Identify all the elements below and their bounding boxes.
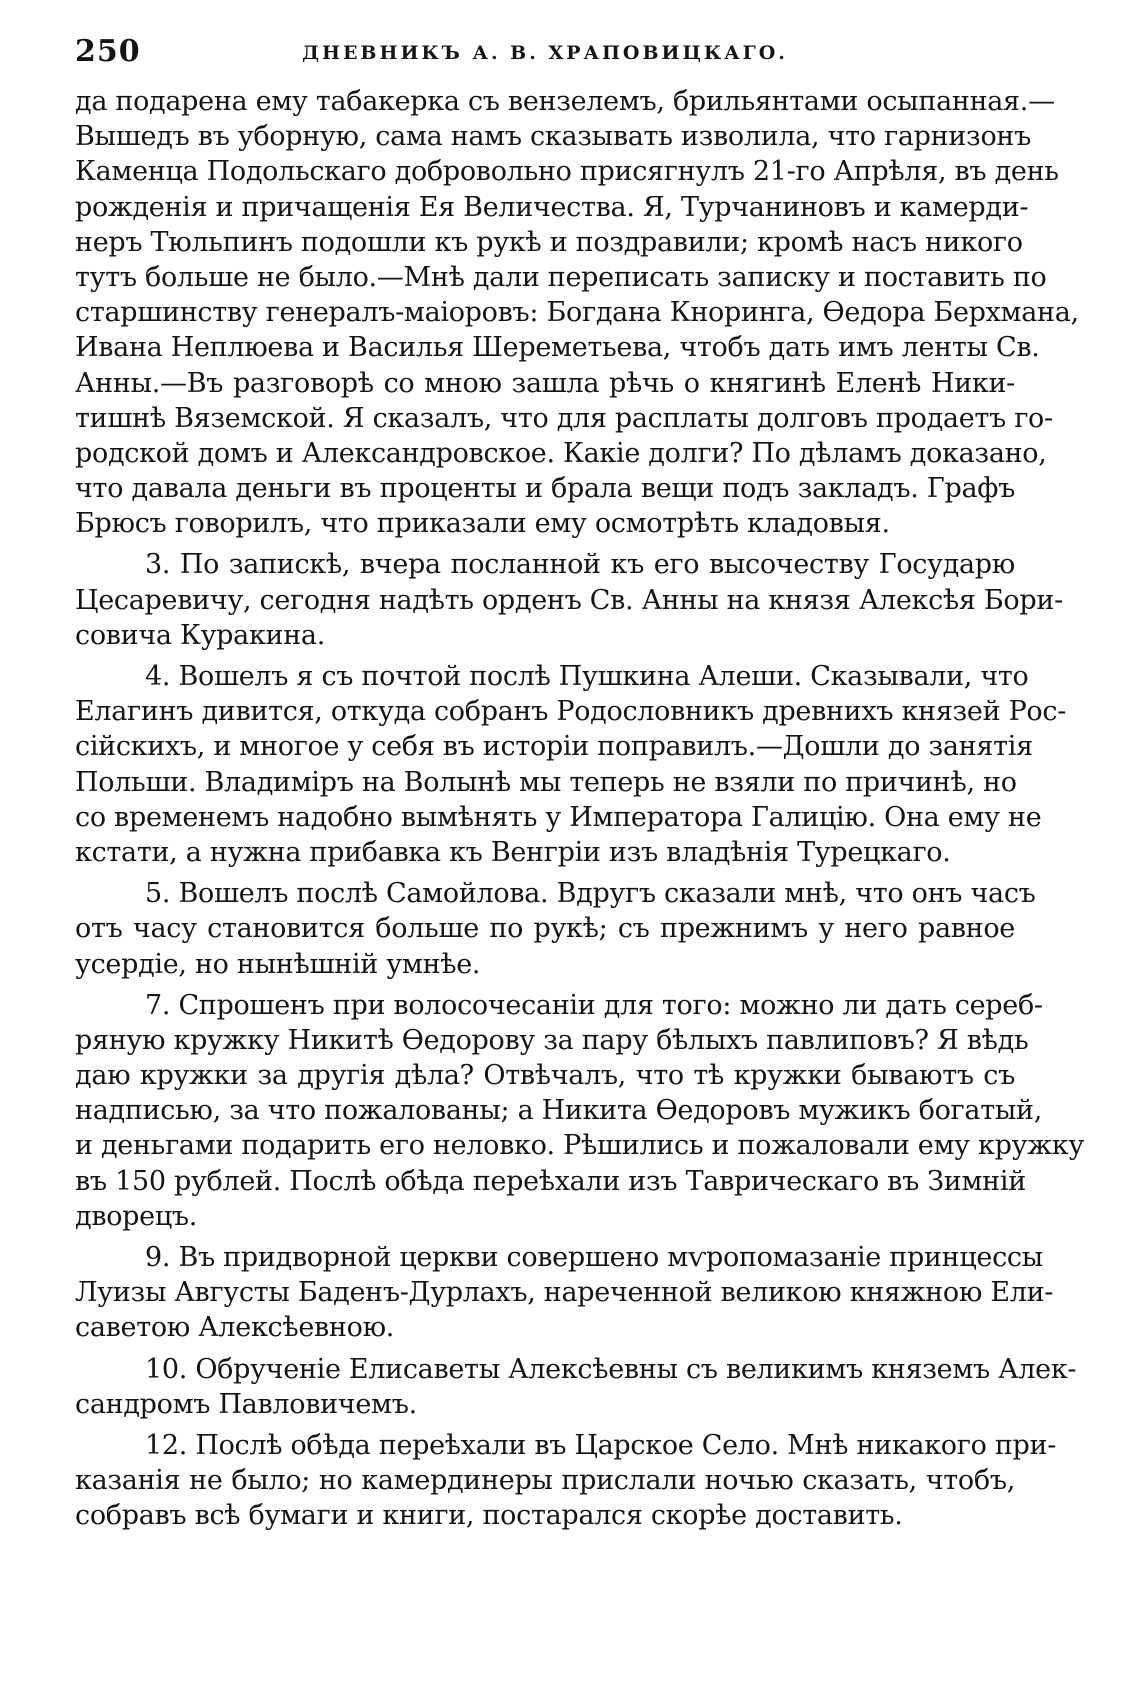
text-line: старшинству генералъ-маіоровъ: Богдана Кноринга, Ѳедора Берхмана, (75, 297, 1079, 329)
text-line: саветою Алексѣевною. (75, 1312, 395, 1344)
text-line: Ивана Неплюева и Василья Шереметьева, чтобъ дать имъ ленты Св. (75, 332, 1040, 364)
text-line: усердіе, но нынѣшній умнѣе. (75, 948, 481, 980)
text-line: Вышедъ въ уборную, сама намъ сказывать изволила, что гарнизонъ (75, 121, 1032, 153)
text-line: Брюсъ говорилъ, что приказали ему осмотрѣть кладовыя. (75, 508, 890, 540)
text-line: 4. Вошелъ я съ почтой послѣ Пушкина Алеши. Сказывали, что (145, 661, 1029, 692)
text-line: родской домъ и Александровское. Какіе долги? По дѣламъ доказано, (75, 437, 1047, 469)
text-line: казанія не было; но камердинеры прислали ночью сказать, чтобъ, (75, 1465, 1015, 1497)
text-line: что давала деньги въ проценты и брала вещи подъ закладъ. Графъ (75, 473, 1015, 505)
text-line: дворецъ. (75, 1200, 198, 1232)
text-line: совича Куракина. (75, 619, 326, 651)
text-line: надписью, за что пожалованы; а Никита Ѳедоровъ мужикъ богатый, (75, 1095, 1043, 1127)
paragraph (75, 1240, 1054, 1346)
text-line: тишнѣ Вяземской. Я сказалъ, что для расплаты долговъ продаетъ го- (75, 402, 1053, 434)
text-line: даю кружки за другія дѣла? Отвѣчалъ, что тѣ кружки бываютъ съ (75, 1060, 1015, 1092)
page-body (75, 84, 1084, 1534)
text-line: сандромъ Павловичемъ. (75, 1388, 417, 1420)
running-title: ДНЕВНИКЪ А. В. ХРАПОВИЦКАГО. (302, 42, 788, 64)
paragraph (75, 876, 1036, 982)
paragraph (75, 1428, 1057, 1534)
text-line: въ 150 рублей. Послѣ обѣда переѣхали изъ Таврическаго въ Зимній (75, 1165, 1026, 1197)
text-line: Луизы Августы Баденъ-Дурлахъ, нареченной великою княжною Ели- (75, 1277, 1054, 1309)
paragraph (75, 547, 1063, 653)
text-line: и деньгами подарить его неловко. Рѣшились и пожаловали ему кружку (75, 1130, 1084, 1162)
text-line: да подарена ему табакерка съ вензелемъ, брильянтами осыпанная.— (75, 86, 1055, 117)
text-line: ряную кружку Никитѣ Ѳедорову за пару бѣлыхъ павлиповъ? Я вѣдь (75, 1024, 1029, 1056)
text-line: Анны.—Въ разговорѣ со мною зашла рѣчь о княгинѣ Еленѣ Ники- (75, 367, 1015, 399)
text-line: Елагинъ дивится, откуда собранъ Родословникъ древнихъ князей Рос- (75, 696, 1067, 728)
text-line: рожденія и причащенія Ея Величества. Я, Турчаниновъ и камерди- (75, 191, 1029, 223)
text-line: 5. Вошелъ послѣ Самойлова. Вдругъ сказали мнѣ, что онъ часъ (145, 878, 1036, 910)
page-number: 250 (75, 34, 141, 69)
text-line: 12. Послѣ обѣда переѣхали въ Царское Село. Мнѣ никакого при- (145, 1429, 1057, 1461)
paragraph (75, 659, 1067, 870)
text-line: отъ часу становится больше по рукѣ; съ прежнимъ у него равное (75, 913, 1015, 945)
text-line: 3. По запискѣ, вчера посланной къ его высочеству Государю (145, 549, 1015, 581)
text-line: сійскихъ, и многое у себя въ исторіи поправилъ.—Дошли до занятія (75, 731, 1033, 763)
paragraph (75, 84, 1079, 541)
text-line: 7. Спрошенъ при волосочесаніи для того: можно ли дать сереб- (145, 989, 1043, 1021)
text-line: собравъ всѣ бумаги и книги, постарался скорѣе доставить. (75, 1500, 903, 1532)
paragraph (75, 1352, 1077, 1422)
text-line: неръ Тюльпинъ подошли къ рукѣ и поздравили; кромѣ насъ никого (75, 226, 1023, 258)
text-line: со временемъ надобно вымѣнять у Императора Галицію. Она ему не (75, 801, 1042, 833)
text-line: 9. Въ придворной церкви совершено мѵропомазаніе принцессы (145, 1242, 1043, 1273)
text-line: тутъ больше не было.—Мнѣ дали переписать записку и поставить по (75, 261, 1047, 293)
text-line: Цесаревичу, сегодня надѣть орденъ Св. Анны на князя Алексѣя Бори- (75, 584, 1063, 616)
paragraph (75, 988, 1084, 1234)
text-line: кстати, а нужна прибавка къ Венгріи изъ владѣнія Турецкаго. (75, 836, 951, 868)
text-line: Польши. Владиміръ на Волынѣ мы теперь не взяли по причинѣ, но (75, 766, 1017, 798)
text-line: 10. Обрученіе Елисаветы Алексѣевны съ великимъ княземъ Алек- (145, 1353, 1077, 1385)
text-line: Каменца Подольскаго добровольно присягнулъ 21-го Апрѣля, въ день (75, 156, 1059, 188)
page-header (75, 32, 1015, 72)
